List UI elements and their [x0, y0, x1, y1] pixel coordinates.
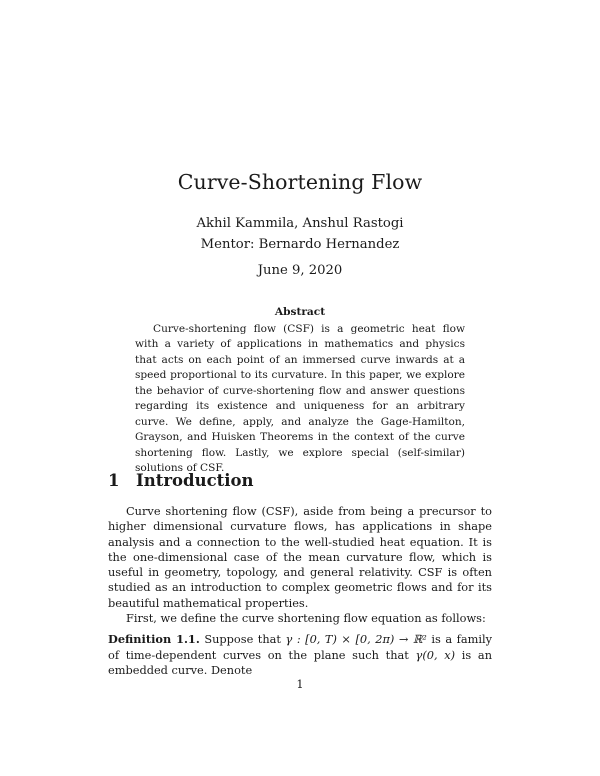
page-number: 1: [296, 678, 304, 691]
mentor: Mentor: Bernardo Hernandez: [200, 237, 400, 252]
intro-paragraph-2: First, we define the curve shortening flow equation as follows:: [126, 611, 486, 626]
author-block: [0, 213, 600, 255]
definition-text-3: is an embedded curve. Denote: [108, 647, 493, 677]
section-number: 1: [108, 471, 120, 490]
authors: Akhil Kammila, Anshul Rastogi: [196, 216, 404, 231]
definition-text-2: is a family of time-dependent curves on the plane such that: [108, 632, 493, 662]
intro-paragraph-1: Curve shortening flow (CSF), aside from being a precursor to higher dimensional curvature flows, has applications in shape analysis and a connection to the well-studied heat equation. It is the one-dimensional case of the mean curvature flow, which is useful in geometry, topology, and general relativity. CSF is often studied as an introduction to complex geometric flows and for its beautiful mathematical properties.: [108, 504, 492, 610]
definition-text-1: Suppose that: [204, 632, 281, 647]
introduction-body: [108, 504, 492, 678]
paper-date: June 9, 2020: [257, 263, 343, 278]
definition-1-1: [108, 632, 492, 678]
section-heading: [108, 471, 254, 490]
abstract-heading: Abstract: [274, 306, 326, 318]
definition-math-2: γ(0, x): [415, 647, 456, 662]
section-title: Introduction: [136, 471, 254, 490]
definition-math-1: γ : [0, T) × [0, 2π) → ℝ²: [285, 632, 427, 647]
paper-title: Curve-Shortening Flow: [177, 170, 423, 194]
abstract-text: Curve-shortening flow (CSF) is a geometric heat flow with a variety of applications in mathematics and physics that acts on each point of an immersed curve inwards at a speed proportional to its curvature. In this paper, we explore the behavior of curve-shortening flow and answer questions regarding its existence and uniqueness for an arbitrary curve. We define, apply, and analyze the Gage-Hamilton, Grayson, and Huisken Theorems in the context of the curve shortening flow. Lastly, we explore special (self-similar) solutions of CSF.: [135, 323, 465, 475]
definition-label: Definition 1.1.: [108, 632, 200, 647]
